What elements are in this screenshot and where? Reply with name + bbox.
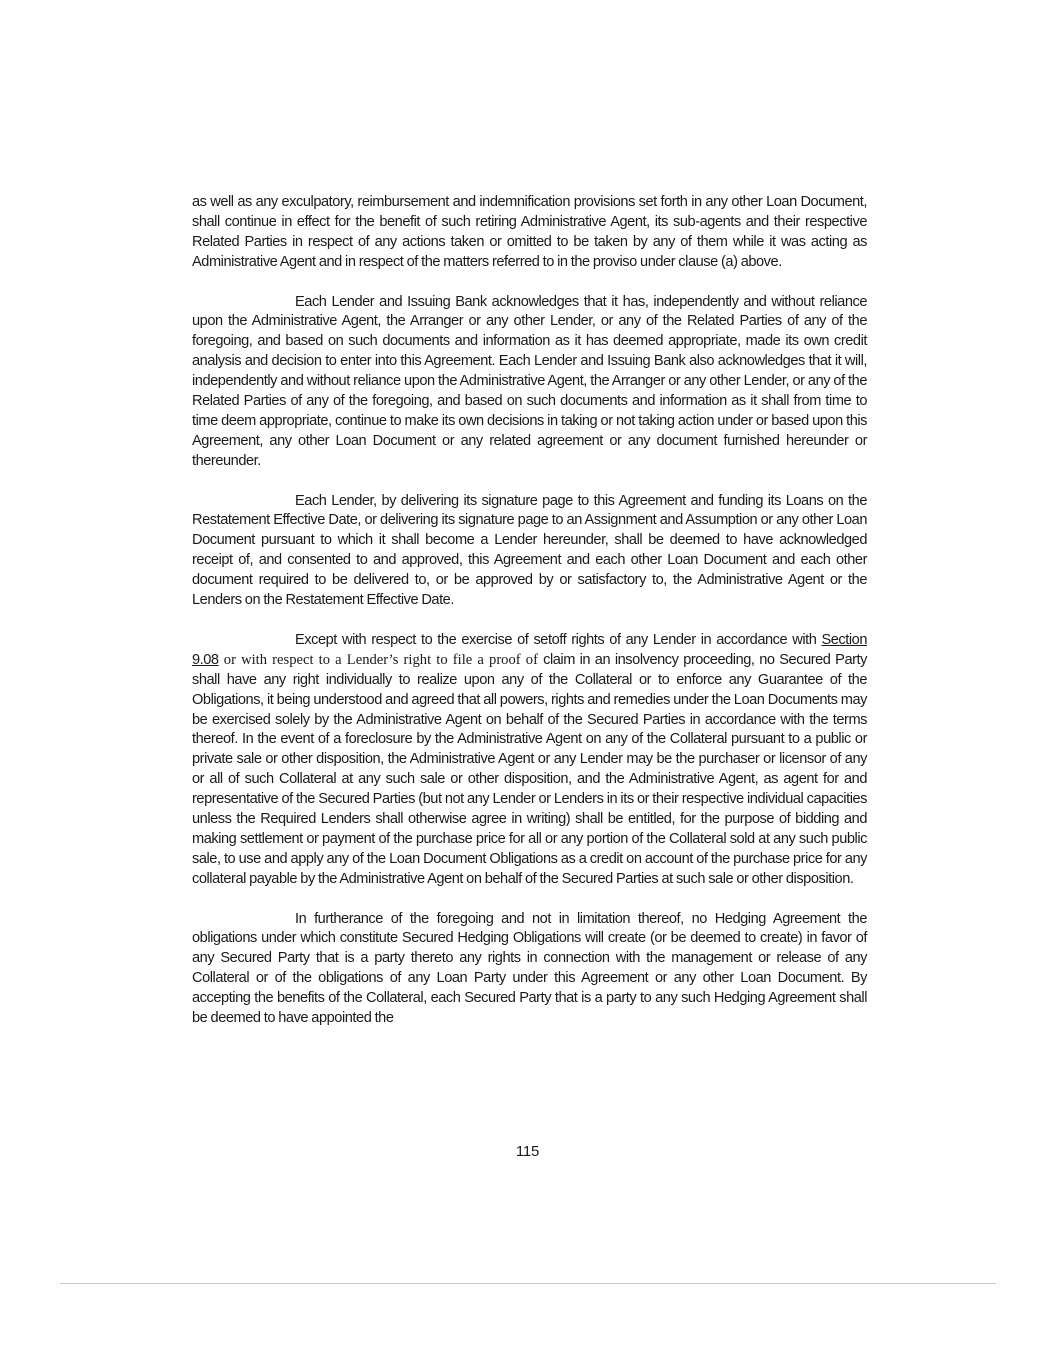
paragraph-lender-acknowledgment: Each Lender and Issuing Bank acknowledges that it has, independently and without reliance upon the Administrative Agent, the Arranger or any other Lender, or any of the Related Parties of any of the foregoing, and based on such documents and information as it has deemed appropriate, made its own credit analysis and decision to enter into this Agreement. Each Lender and Issuing Bank also acknowledges that it will, independently and without reliance upon the Administrative Agent, the Arranger or any other Lender, or any of the Related Parties of any of the foregoing, and based on such documents and information as it shall from time to time deem appropriate, continue to make its own decisions in taking or not taking action under or based upon this Agreement, any other Loan Document or any related agreement or any document furnished hereunder or thereunder. bbox=[192, 293, 867, 469]
page-divider bbox=[60, 1283, 996, 1284]
paragraph-secured-parties-serif-run: or with respect to a Lender’s right to file a proof of bbox=[218, 651, 544, 668]
paragraph-continuation: as well as any exculpatory, reimbursement and indemnification provisions set forth in any other Loan Document, shall continue in effect for the benefit of such retiring Administrative Agent, its sub-agents and their respective Related Parties in respect of any actions taken or omitted to be taken by any of them while it was acting as Administrative Agent and in respect of the matters referred to in the proviso under clause (a) above. bbox=[192, 194, 867, 270]
paragraph-secured-parties-lead: Except with respect to the exercise of setoff rights of any Lender in accordance with bbox=[295, 631, 822, 648]
paragraph-hedging-agreement: In furtherance of the foregoing and not in limitation thereof, no Hedging Agreement the obligations under which constitute Secured Hedging Obligations will create (or be deemed to create) in favor of any Secured Party that is a party thereto any rights in connection with the management or release of any Collateral or of the obligations of any Loan Party under this Agreement or any other Loan Document. By accepting the benefits of the Collateral, each Secured Party that is a party to any such Hedging Agreement shall be deemed to have appointed the bbox=[192, 910, 867, 1027]
paragraph-secured-parties bbox=[192, 631, 867, 890]
section-9-08-reference: Section 9.08 bbox=[192, 631, 867, 668]
paragraph-signature-delivery: Each Lender, by delivering its signature page to this Agreement and funding its Loans on the Restatement Effective Date, or delivering its signature page to an Assignment and Assumption or any other Loan Document pursuant to which it shall become a Lender hereunder, shall be deemed to have acknowledged receipt of, and consented to and approved, this Agreement and each other Loan Document and each other document required to be delivered to, or be approved by or satisfactory to, the Administrative Agent or the Lenders on the Restatement Effective Date. bbox=[192, 492, 867, 609]
page-number: 115 bbox=[515, 1143, 540, 1160]
paragraph-secured-parties-tail: claim in an insolvency proceeding, no Secured Party shall have any right individually to realize upon any of the Collateral or to enforce any Guarantee of the Obligations, it being understood and agreed that all powers, rights and remedies under the Loan Documents may be exercised solely by the Administrative Agent on behalf of the Secured Parties in accordance with the terms thereof. In the event of a foreclosure by the Administrative Agent on any of the Collateral pursuant to a public or private sale or other disposition, the Administrative Agent or any Lender may be the purchaser or licensor of any or all of such Collateral at any such sale or other disposition, and the Administrative Agent, as agent for and representative of the Secured Parties (but not any Lender or Lenders in its or their respective individual capacities unless the Required Lenders shall otherwise agree in writing) shall be entitled, for the purpose of bidding and making settlement or payment of the purchase price for all or any portion of the Collateral sold at any such public sale, to use and apply any of the Loan Document Obligations as a credit on account of the purchase price for any collateral payable by the Administrative Agent on behalf of the Secured Parties at such sale or other disposition. bbox=[192, 651, 867, 887]
document-body bbox=[192, 193, 867, 1049]
